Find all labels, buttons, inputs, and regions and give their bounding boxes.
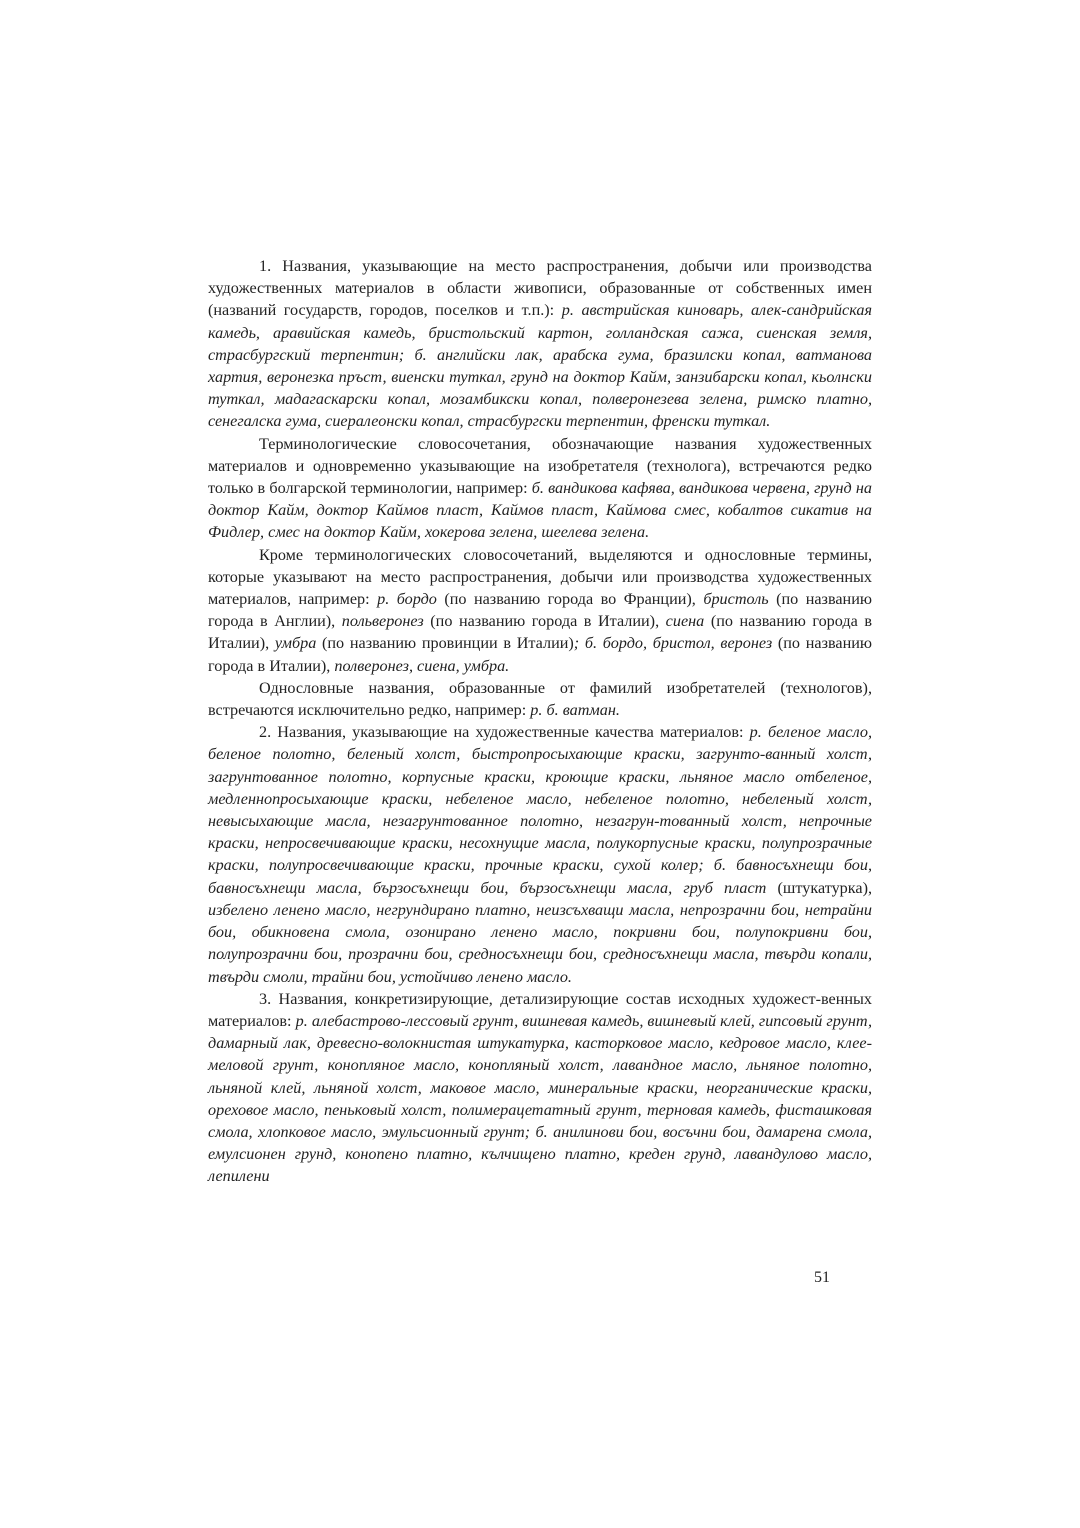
page-number: 51 [814,1269,830,1286]
paragraph-3 [208,544,872,677]
italic-term-run: р. беленое масло, беленое полотно, беленый холст, быстропросыхающие краски, загрунто-ванный холст, загрунтованное полотно, корпусные краски, кроющие краски, льняное масло отбеленое, медленнопросыхающие краски, небеленое масло, небеленое полотно, небеленый холст, невысыхающие масла, незагрунтованное полотно, незагрун-тованный холст, непрочные краски, непросвечивающие краски, несохнущие масла, полукорпусные краски, полупрозрачные краски, полупросвечивающие краски, прочные краски, сухой колер; б. бавносъхнещи бои, бавносъхнещи масла, бързосъхнещи бои, бързосъхнещи масла, груб пласт [208,723,872,897]
italic-term-run: б. вандикова кафява, вандикова червена, грунд на доктор Кайм, доктор Каймов пласт, Каймов пласт, Каймова смес, кобалтов сикатив на Фидлер, смес на доктор Кайм, хокерова зелена, шеелева зелена. [208,479,872,542]
text-run: 3. Названия, конкретизирующие, детализирующие состав исходных художест-венных материалов: [208,989,872,1030]
text-run: (по названию города в Италии), [208,634,872,675]
italic-term-run: р. австрийская киноварь, алек-сандрийская камедь, аравийская камедь, бристольский картон, голландская сажа, сиенская земля, страсбургский терпентин; б. английски лак, арабска гума, бразилски копал, ватманова хартия, веронезка пръст, виенски туткал, грунд на доктор Кайм, занзибарски копал, кьолнски туткал, мадагаскарски копал, мозамбикски копал, полверонезева зелена, римско платно, сенегалска гума, сиералеонски копал, страсбургски терпентин, френски туткал. [208,301,872,431]
text-run: (штукатурка), [766,878,873,897]
paragraph-5 [208,721,872,987]
paragraph-4 [208,677,872,721]
paragraph-1 [208,255,872,433]
text-run: (по названию города в Англии), [208,590,872,631]
italic-term-run: р. б. ватман. [530,701,620,720]
italic-term-run: полверонез, сиена, умбра. [334,656,510,675]
text-run: (по названию города в Италии), [208,612,872,653]
italic-term-run: сиена [665,612,705,631]
text-run: Терминологические словосочетания, обозначающие названия художественных материалов и одновременно указывающие на изобретателя (технолога), встречаются редко только в болгарской терминологии, например: [208,434,872,498]
text-run: 2. Названия, указывающие на художественные качества материалов: [259,723,750,742]
italic-term-run: польверонез [341,612,424,631]
text-run: (по названию города в Италии), [423,612,666,631]
paragraph-6 [208,988,872,1188]
italic-term-run: избелено ленено масло, негрундирано платно, неизсъхващи масла, непрозрачни бои, нетрайни бои, обикновена смола, озонирано ленено масло, покривни бои, полупокривни бои, полупрозрачни бои, прозрачни бои, средносъхнещи бои, средносъхнещи масла, твърди копали, твърди смоли, трайни бои, устойчиво ленено масло. [208,900,872,986]
italic-term-run: умбра [274,634,317,653]
italic-term-run: р. алебастрово-лессовый грунт, вишневая камедь, вишневый клей, гипсовый грунт, дамарный лак, древесно-волокнистая штукатурка, касторковое масло, кедровое масло, клее-меловой грунт, конопляное масло, конопляный холст, лавандное масло, льняное полотно, льняной клей, льняной холст, маковое масло, минеральные краски, неорганические краски, ореховое масло, пеньковый холст, полимерацетатный грунт, терновая камедь, фисташковая смола, хлопковое масло, эмульсионный грунт; б. анилинови бои, восъчни бои, дамарена смола, емулсионен грунд, конопено платно, кълчищено платно, креден грунд, лавандулово масло, лепилени [208,1011,872,1186]
text-run: (по названию города во Франции), [436,590,704,609]
text-run: (по названию провинции в Италии) [316,634,574,653]
italic-term-run: р. бордо [377,590,437,609]
body-text [208,255,872,1188]
italic-term-run: ; б. бордо, бристол, веронез [573,634,773,653]
italic-term-run: бристоль [703,590,769,609]
text-run: Однословные названия, образованные от фамилий изобретателей (технологов), встречаются исключительно редко, например: [208,678,872,720]
paragraph-2 [208,433,872,544]
text-run: Кроме терминологических словосочетаний, выделяются и однословные термины, которые указывают на место распространения, добычи или производства художественных материалов, например: [208,545,872,609]
text-run: 1. Названия, указывающие на место распространения, добычи или производства художественных материалов в области живописи, образованные от собственных имен (названий государств, городов, поселков и т.п.): [208,257,872,320]
